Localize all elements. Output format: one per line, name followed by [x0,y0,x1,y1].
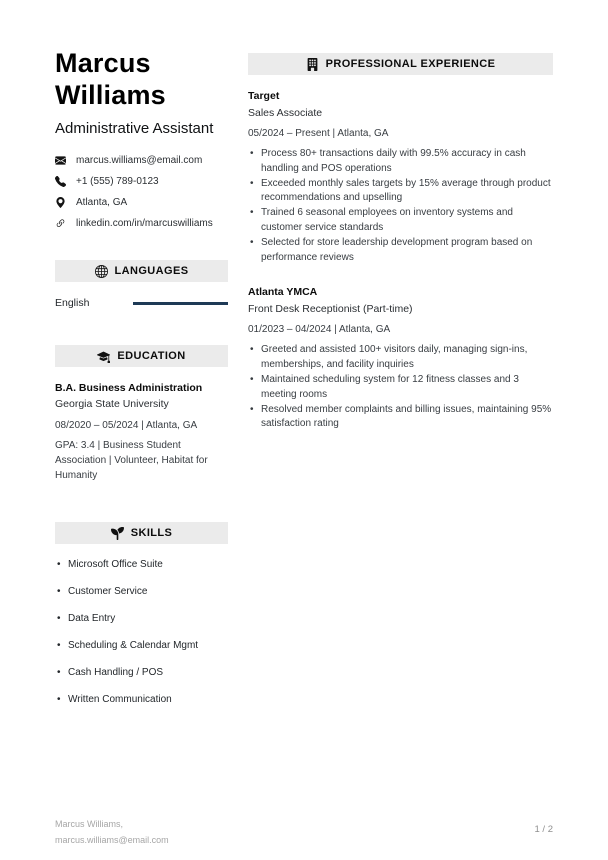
contact-linkedin-value: linkedin.com/in/marcuswilliams [76,218,213,229]
skill-item: • Written Communication [55,694,228,705]
footer-identity [55,816,169,848]
job-bullet: • Exceeded monthly sales targets by 15% average through product recommendations and upselling [248,177,553,207]
skill-item: • Scheduling & Calendar Mgmt [55,640,228,651]
education-heading: EDUCATION [117,350,186,362]
languages-section-header [55,260,228,282]
seedling-icon [111,527,124,540]
job-bullet-list [248,147,553,265]
left-column [55,47,228,721]
job-dates: 01/2023 – 04/2024 | Atlanta, GA [248,324,391,336]
right-column [248,47,553,721]
education-school: Georgia State University [55,398,169,410]
person-name: Marcus Williams [55,48,166,110]
experience-heading: PROFESSIONAL EXPERIENCE [325,58,496,70]
link-icon [55,218,66,229]
education-section-header [55,345,228,367]
job-company: Target [248,90,280,102]
job-bullet: • Greeted and assisted 100+ visitors daily, managing sign-ins, memberships, and facility inquiries [248,343,553,373]
language-level-bar [133,302,228,305]
graduation-cap-icon [97,350,110,363]
experience-section-header [248,53,553,75]
experience-entry [248,286,553,432]
job-bullet: • Resolved member complaints and billing issues, maintaining 95% satisfaction rating [248,403,553,433]
contact-location-row [55,197,228,208]
skills-list [55,559,228,705]
education-degree: B.A. Business Administration [55,382,203,394]
language-item [55,297,228,309]
skills-heading: SKILLS [130,527,173,539]
skill-item: • Data Entry [55,613,228,624]
footer-name: Marcus Williams, [55,819,124,829]
contact-block [55,155,228,229]
location-pin-icon [55,197,66,208]
globe-icon [95,265,108,278]
job-bullet: • Process 80+ transactions daily with 99.5% accuracy in cash handling and POS operations [248,147,553,177]
page-number: 1 / 2 [534,824,553,835]
experience-entry [248,90,553,265]
job-role: Sales Associate [248,107,323,119]
education-entry [55,382,228,483]
contact-email-row [55,155,228,166]
languages-heading: LANGUAGES [114,265,189,277]
job-dates: 05/2024 – Present | Atlanta, GA [248,128,389,139]
contact-email-value: marcus.williams@email.com [76,155,203,166]
skills-section-header [55,522,228,544]
contact-phone-value: +1 (555) 789-0123 [76,176,159,187]
job-bullet: • Selected for store leadership development program based on performance reviews [248,236,553,266]
job-role: Front Desk Receptionist (Part-time) [248,303,413,316]
building-icon [306,58,319,71]
skill-item: • Cash Handling / POS [55,667,228,678]
contact-location-value: Atlanta, GA [76,197,128,208]
education-dates: 08/2020 – 05/2024 | Atlanta, GA [55,420,198,431]
contact-phone-row [55,176,228,187]
job-bullet-list [248,343,553,432]
envelope-icon [55,155,66,166]
language-name: English [55,297,90,309]
job-bullet: • Trained 6 seasonal employees on inventory systems and customer service standards [248,206,553,236]
job-bullet: • Maintained scheduling system for 12 fitness classes and 3 meeting rooms [248,373,553,403]
contact-linkedin-row [55,218,228,229]
skill-item: • Microsoft Office Suite [55,559,228,570]
person-job-title: Administrative Assistant [55,120,214,137]
phone-icon [55,176,66,187]
job-company: Atlanta YMCA [248,286,318,299]
education-details: GPA: 3.4 | Business Student Association | Volunteer, Habitat for Humanity [55,440,208,481]
skill-item: • Customer Service [55,586,228,597]
footer-email: marcus.williams@email.com [55,835,169,845]
